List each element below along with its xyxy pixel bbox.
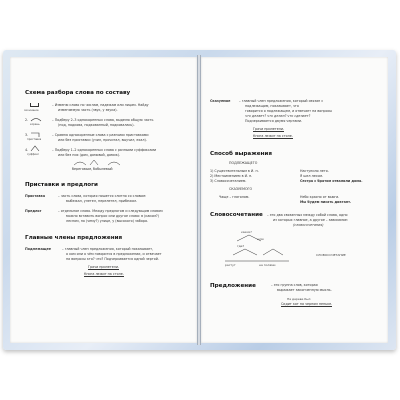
section-title-sentence: Предложение: [210, 283, 256, 289]
rule-root: – Подберу 2–3 однокоренных слова, выделю общую часть: [52, 118, 154, 122]
predicate-example-2: Книга лежит на столе.: [253, 134, 293, 138]
phrase-definition: – это два связанных между собой слова, одно: [267, 213, 348, 217]
section-title-phrase: Словосочетание: [210, 212, 263, 218]
rule-prefix: – Сравню однокоренные слова с разными приставками: [52, 133, 149, 137]
right-page: Сказуемое – главный член предложения, который связан с подлежащим, показывает, что говорится о подлежащем, и отвечает на вопросы что делает? что делал? что сделает? Подчеркивается двумя чертами. Грачи прилетели. Книга лежит на столе. Способ выражения ПОДЛЕЖАЩЕГО 1) Существительным в И. п. Наступило лето. 2) Местоимением в И. п. Я шел лесом. 3) Словосочетанием. Сестра с братом отвалили дома. СКАЗУЕМОГО Чаще – глаголом. Небо красно от вьюги. Мы будем писать диктант. Словосочетание – это два связанных между собой слова, одно из которых главное, а другое – зависимое: (словосочетания) каких? шли где? растут на полями СЛОВОСОЧЕТАНИЕ Предложение – это группа слов, которая выражает законченную мысль. На дереве был Сидит кот на черном пеньке.: [201, 57, 388, 343]
preposition-definition: – отдельное слово. Между предлогом и следующим словом: [58, 209, 163, 213]
suffix-symbol: [31, 146, 39, 151]
sentence-example: Сидит кот на черном пеньке.: [281, 302, 333, 306]
prefix-definition: – часть слова, которая пишется слитно со словом:: [58, 194, 147, 198]
subject-example-2: Книга лежит на столе.: [84, 272, 124, 276]
example-words: береговым, бобылевый: [72, 167, 113, 171]
root-symbol: [31, 117, 41, 121]
rule-ending: – Изменю слово по числам, падежам или лицам. Найду: [52, 103, 149, 107]
subject-example-1: Грачи прилетели.: [88, 265, 120, 269]
ending-label: окончание: [24, 109, 39, 112]
left-page: Схема разбора слова по составу окончание – Изменю слово по числам, падежам или лицам. Найду изменяемую часть (звук, у звука). 2. корень – Подберу 2–3 однокоренных слова, выделю общую часть (под, подкова, подкованный, подковалась). 3. приставка – Сравню однокоренные слова с разными приставками или без приставки (учил, прочитал, выучил, ехал). 4. суффикс – Подберу 1–2 однокоренных слова с разными суффиксами или без них (дом, домовой, домик). береговым, бобылевый Приставки и предлоги Приставка – часть слова, которая пишется слитно со словом: выбежал, улетел, перелетел, прибежал. Предлог – отдельное слово. Между предлогом и следующим словом можно вставить вопрос или другое слово: в (каком?) лесном, по (чему?) улице, у (высокого) забора. Главные члены предложения Подлежащее – главный член предложения, который показывает, о ком или о чём говорится в предложении, и отвечает на вопросы кто? что? Подчеркивается одной чертой. Грачи прилетели. Книга лежит на столе.: [10, 57, 197, 343]
predicate-definition: – главный член предложения, который связан с: [239, 99, 324, 103]
subject-definition: – главный член предложения, который показывает,: [62, 247, 154, 251]
rule-suffix: – Подберу 1–2 однокоренных слова с разными суффиксами: [52, 148, 157, 152]
predicate-example-1: Грачи прилетели.: [253, 127, 285, 131]
example-morpheme-marks: [70, 158, 130, 166]
section-title-word-analysis: Схема разбора слова по составу: [25, 90, 131, 96]
prefix-symbol: [31, 133, 39, 137]
ending-symbol: [30, 103, 39, 107]
section-title-expression: Способ выражения: [210, 151, 272, 157]
section-title-prefixes: Приставки и предлоги: [25, 182, 98, 188]
section-title-main-members: Главные члены предложения: [25, 235, 123, 241]
sentence-definition: – это группа слов, которая: [271, 283, 318, 287]
